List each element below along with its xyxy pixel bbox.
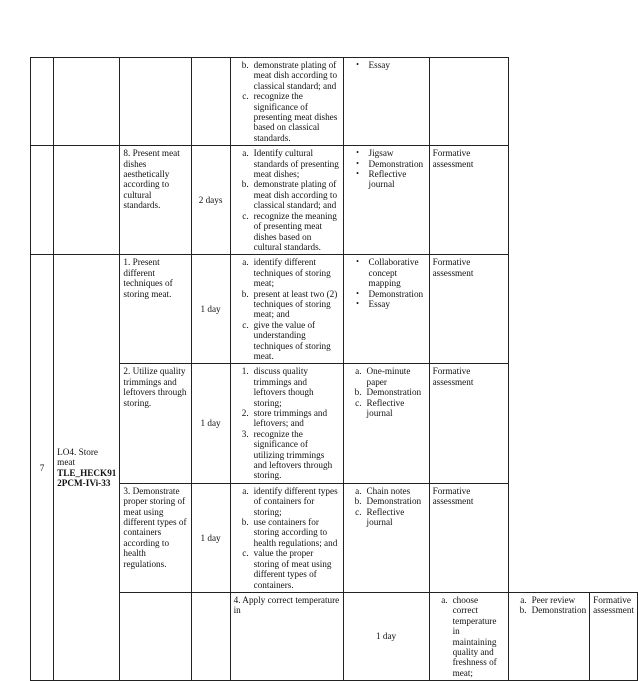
assessment-cell: Formative assessment [429, 146, 508, 255]
content-cell: 2. Utilize quality trimmings and leftovers through storing. [120, 364, 191, 483]
curriculum-guide-page [30, 57, 638, 681]
content-cell [120, 58, 191, 146]
objectives-cell [230, 146, 343, 255]
assessment-cell: Formative assessment [429, 255, 508, 364]
list-item: 2. store trimmings and leftovers; and [241, 408, 328, 429]
list-item: • Essay [347, 60, 426, 70]
list-item: • Demonstration [347, 289, 426, 299]
list-item: • Collaborative concept mapping [347, 257, 426, 288]
lo-code-line2: 2PCM-IVi-33 [57, 478, 111, 489]
list-item: • Jigsaw [347, 148, 426, 158]
list-item: • Demonstration [347, 159, 426, 169]
objectives-list [234, 257, 340, 361]
objectives-list [234, 486, 340, 590]
bullet-icon: • [356, 257, 359, 267]
methods-cell [343, 255, 429, 364]
duration-cell: 1 day [191, 364, 230, 483]
list-item: b. use containers for storing according to health regulations; and [241, 517, 338, 548]
table-body [31, 58, 638, 681]
methods-list [347, 366, 426, 418]
list-item: a. choose correct temperature in maintaining quality and freshness of meat; [441, 594, 497, 678]
list-item: b. Demonstration [354, 496, 422, 507]
content-cell: 1. Present different techniques of storing meat. [120, 255, 191, 364]
list-item: a. identify different types of containers for storing; [242, 485, 338, 517]
duration-cell [191, 58, 230, 146]
list-item: c. give the value of understanding techniques of storing meat. [242, 319, 331, 361]
bullet-icon: • [356, 298, 359, 308]
bullet-icon: • [356, 158, 359, 168]
duration-cell: 2 days [191, 146, 230, 255]
list-item: c. Reflective journal [355, 506, 405, 528]
list-item: a. One-minute paper [355, 366, 411, 387]
table-row [31, 255, 638, 364]
objectives-cell [230, 255, 343, 364]
list-item: a. Chain notes [355, 485, 411, 496]
methods-cell [343, 58, 429, 146]
duration-cell: 1 day [191, 255, 230, 364]
list-item: c. recognize the meaning of presenting meat dishes based on cultural standards. [242, 210, 337, 252]
lo-code-line1: TLE_HECK91 [57, 467, 117, 478]
objectives-list [433, 595, 505, 678]
methods-list [512, 595, 587, 616]
list-item: c. Reflective journal [355, 397, 405, 418]
content-cell: 3. Demonstrate proper storing of meat using different types of containers according to health regulations. [120, 483, 191, 592]
objectives-list [234, 366, 340, 480]
list-item: b. Demonstration [354, 387, 422, 398]
methods-list [347, 148, 426, 190]
list-item: a. identify different techniques of storing meat; [242, 257, 331, 289]
assessment-cell: Formative assessment [590, 592, 638, 680]
objectives-list [234, 60, 340, 143]
list-item: a. Identify cultural standards of presenting meat dishes; [242, 148, 339, 180]
curriculum-table [30, 57, 638, 681]
objectives-cell [230, 483, 343, 592]
lo-title-line2: meat [57, 457, 76, 468]
methods-list [347, 486, 426, 528]
duration-cell: 1 day [191, 483, 230, 592]
content-cell: 8. Present meat dishes aesthetically according to cultural standards. [120, 146, 191, 255]
list-item: b. demonstrate plating of meat dish according to classical standard; and [241, 60, 338, 91]
lo-title-line1: LO4. Store [57, 446, 98, 457]
list-item: b. Demonstration [519, 605, 587, 616]
list-item: a. Peer review [520, 594, 576, 605]
assessment-cell: Formative assessment [429, 483, 508, 592]
list-item: c. value the proper storing of meat using different types of containers. [242, 548, 332, 590]
table-row [31, 483, 638, 592]
bullet-icon: • [356, 60, 359, 69]
lo-cell-top [54, 58, 120, 146]
list-item: c. recognize the significance of presenting meat dishes based on classical standards. [242, 91, 338, 143]
methods-cell [508, 592, 590, 680]
content-cell: 4. Apply correct temperature in [230, 592, 343, 680]
objectives-cell [230, 364, 343, 483]
methods-list [347, 257, 426, 309]
table-row [31, 146, 638, 255]
bullet-icon: • [356, 288, 359, 298]
assessment-cell [429, 58, 508, 146]
list-item: 3. recognize the significance of utilizing trimmings and leftovers through storing. [241, 428, 333, 481]
methods-list [347, 60, 426, 70]
list-item: • Essay [347, 299, 426, 309]
learning-outcome-cell [54, 255, 120, 681]
week-cell-top [31, 58, 54, 146]
lo-cell-bottom [191, 592, 230, 680]
week-number: 7 [31, 255, 54, 681]
methods-cell [343, 483, 429, 592]
week-cell-bottom [120, 592, 191, 680]
table-row [31, 58, 638, 146]
duration-cell: 1 day [343, 592, 429, 680]
methods-cell [343, 364, 429, 483]
list-item: 1. discuss quality trimmings and leftovers though storing; [241, 366, 314, 408]
methods-cell [343, 146, 429, 255]
bullet-icon: • [356, 148, 359, 158]
objectives-cell [230, 58, 343, 146]
bullet-icon: • [356, 169, 359, 179]
list-item: • Reflective journal [347, 169, 426, 190]
list-item: b. present at least two (2) techniques of storing meat; and [241, 288, 338, 320]
objectives-list [234, 148, 340, 252]
table-row [31, 364, 638, 483]
week-cell-upper [31, 146, 54, 255]
lo-cell-upper [54, 146, 120, 255]
list-item: b. demonstrate plating of meat dish according to classical standard; and [241, 179, 338, 211]
assessment-cell: Formative assessment [429, 364, 508, 483]
table-row [31, 592, 638, 680]
objectives-cell [429, 592, 508, 680]
